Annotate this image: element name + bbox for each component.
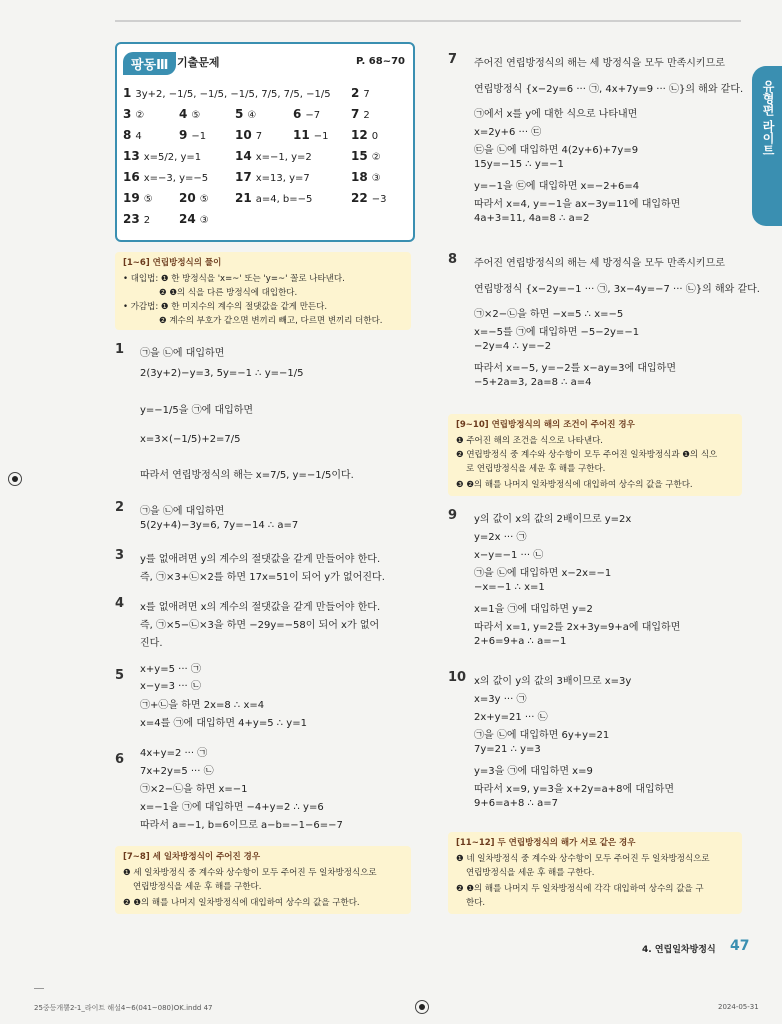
tip-title: [7~8] 세 일차방정식이 주어진 경우 (123, 852, 261, 862)
tip-box-1 (115, 252, 411, 330)
answer-cell (351, 86, 370, 100)
answer-value: a=4, b=−5 (255, 194, 313, 205)
solution-line: ㉠×2−㉡을 하면 x=−1 (140, 784, 248, 795)
problem-number: 2 (115, 500, 125, 515)
solution-line: 2(3y+2)−y=3, 5y=−1 ∴ y=−1/5 (140, 368, 304, 379)
answer-cell (235, 107, 256, 121)
tip-line: 연립방정식을 세운 후 해를 구한다. (133, 882, 262, 892)
solution-line: y=2x ··· ㉠ (474, 532, 527, 543)
solution-line: x를 없애려면 x의 계수의 절댓값을 같게 만들어야 한다. (140, 602, 381, 613)
answer-number: 6 (293, 107, 302, 121)
solution-line: 즉, ㉠×3+㉡×2를 하면 17x=51이 되어 y가 없어진다. (140, 572, 385, 583)
answer-number: 21 (235, 191, 252, 205)
problem-number: 5 (115, 668, 125, 683)
problem-number: 9 (448, 508, 458, 523)
answer-number: 18 (351, 170, 368, 184)
solution-line: x=1을 ㉠에 대입하면 y=2 (474, 604, 593, 615)
answer-value: ② (135, 110, 145, 121)
answer-number: 5 (235, 107, 244, 121)
section-badge: 팡동Ⅲ (123, 52, 176, 75)
problem-number: 8 (448, 252, 458, 267)
solution-line: x=3×(−1/5)+2=7/5 (140, 434, 241, 445)
answer-number: 14 (235, 149, 252, 163)
solution-line: x=3y ··· ㉠ (474, 694, 527, 705)
solution-line: 7x+2y=5 ··· ㉡ (140, 766, 214, 777)
problem-number: 10 (448, 670, 467, 685)
answer-value: 0 (371, 131, 379, 142)
tip-line: ❷ ❶의 해를 나머지 일차방정식에 대입하여 상수의 값을 구한다. (123, 898, 360, 908)
answer-cell (351, 191, 386, 205)
tip-line: ❶ 세 일차방정식 중 계수와 상수항이 모두 주어진 두 일차방정식으로 (123, 868, 377, 878)
answer-cell (179, 128, 206, 142)
answer-value: 7 (363, 89, 370, 100)
answer-row (123, 86, 409, 107)
answer-row (123, 191, 409, 212)
page-range: P. 68~70 (356, 56, 405, 67)
registration-mark-icon (8, 472, 22, 486)
answer-cell (123, 86, 331, 100)
answer-row (123, 212, 409, 233)
solution-line: 주어진 연립방정식의 해는 세 방정식을 모두 만족시키므로 (474, 58, 725, 69)
problem-number: 7 (448, 52, 458, 67)
file-name: 25중등개뿔2-1_라이트 해설4~6(041~080)OK.indd 47 (34, 1004, 213, 1012)
answer-value: −1 (191, 131, 207, 142)
answer-value: 7 (255, 131, 263, 142)
page-number: 47 (730, 938, 750, 954)
solution-line: ㉠에서 x를 y에 대한 식으로 나타내면 (474, 109, 638, 120)
answer-number: 15 (351, 149, 368, 163)
crop-mark (34, 988, 44, 989)
answer-cell (351, 170, 381, 184)
problem-number: 3 (115, 548, 125, 563)
answer-number: 19 (123, 191, 140, 205)
answer-cell (123, 107, 144, 121)
answer-value: −3 (371, 194, 387, 205)
tip-title: [1~6] 연립방정식의 풀이 (123, 258, 222, 268)
solution-line: −2y=4 ∴ y=−2 (474, 341, 552, 352)
tip-title: [9~10] 연립방정식의 해의 조건이 주어진 경우 (456, 420, 635, 430)
answer-cell (235, 149, 312, 163)
tip-box-3 (448, 414, 742, 496)
solution-line: ㉠×2−㉡을 하면 −x=5 ∴ x=−5 (474, 309, 624, 320)
answer-cell (351, 107, 370, 121)
solution-line: ㉠을 ㉡에 대입하면 (140, 506, 225, 517)
solution-line: 연립방정식 {x−2y=−1 ··· ㉠, 3x−4y=−7 ··· ㉡}의 해와 같다. (474, 284, 760, 295)
answer-value: −7 (305, 110, 321, 121)
solution-line: −x=−1 ∴ x=1 (474, 582, 545, 593)
solution-line: 따라서 a=−1, b=6이므로 a−b=−1−6=−7 (140, 820, 343, 831)
solution-line: 따라서 x=1, y=2를 2x+3y=9+a에 대입하면 (474, 622, 681, 633)
answer-number: 11 (293, 128, 310, 142)
answer-number: 10 (235, 128, 252, 142)
side-tab-label: 유형편 라이트 (761, 80, 775, 157)
solution-line: x=4를 ㉠에 대입하면 4+y=5 ∴ y=1 (140, 718, 307, 729)
answer-number: 17 (235, 170, 252, 184)
solution-line: 9+6=a+8 ∴ a=7 (474, 798, 558, 809)
solution-line: 4a+3=11, 4a=8 ∴ a=2 (474, 213, 590, 224)
answer-number: 24 (179, 212, 196, 226)
solution-line: 진다. (140, 638, 163, 649)
section-label: 기출문제 (177, 56, 220, 69)
answer-value: ⑤ (199, 194, 209, 205)
tip-line: ❷ ❶의 식을 다른 방정식에 대입한다. (159, 288, 298, 298)
solution-line: 따라서 x=−5, y=−2를 x−ay=3에 대입하면 (474, 363, 676, 374)
answer-number: 23 (123, 212, 140, 226)
side-tab (752, 66, 782, 226)
solution-line: 따라서 x=9, y=3을 x+2y=a+8에 대입하면 (474, 784, 674, 795)
answer-number: 13 (123, 149, 140, 163)
answer-number: 9 (179, 128, 188, 142)
answer-cell (123, 170, 208, 184)
solution-line: y의 값이 x의 값의 2배이므로 y=2x (474, 514, 632, 525)
answer-number: 16 (123, 170, 140, 184)
answer-value: ③ (371, 173, 381, 184)
answer-value: ④ (247, 110, 257, 121)
tip-box-2 (115, 846, 411, 914)
solution-line: y를 없애려면 y의 계수의 절댓값을 같게 만들어야 한다. (140, 554, 381, 565)
solution-line: x−y=3 ··· ㉡ (140, 681, 201, 692)
answer-number: 7 (351, 107, 360, 121)
answer-cell (123, 191, 153, 205)
tip-line: ❷ 연립방정식 중 계수와 상수항이 모두 주어진 일차방정식과 ❶의 식으 (456, 450, 718, 460)
solution-line: ㉠을 ㉡에 대입하면 (140, 348, 225, 359)
answer-cell (123, 149, 201, 163)
solution-line: y=3을 ㉠에 대입하면 x=9 (474, 766, 593, 777)
tip-line: ❶ 네 일차방정식 중 계수와 상수항이 모두 주어진 두 일차방정식으로 (456, 854, 710, 864)
solution-line: 연립방정식 {x−2y=6 ··· ㉠, 4x+7y=9 ··· ㉡}의 해와 같다. (474, 84, 744, 95)
answer-cell (123, 212, 150, 226)
tip-line: • 가감법: ❶ 한 미지수의 계수의 절댓값을 같게 만든다. (123, 302, 328, 312)
solution-line: 4x+y=2 ··· ㉠ (140, 748, 208, 759)
top-rule (115, 20, 741, 22)
solution-line: 따라서 연립방정식의 해는 x=7/5, y=−1/5이다. (140, 470, 354, 481)
answer-value: ② (371, 152, 381, 163)
answer-cell (123, 128, 142, 142)
problem-number: 4 (115, 596, 125, 611)
answer-value: x=13, y=7 (255, 173, 310, 184)
solution-line: x=−1을 ㉠에 대입하면 −4+y=2 ∴ y=6 (140, 802, 324, 813)
answer-number: 4 (179, 107, 188, 121)
tip-line: 연립방정식을 세운 후 해를 구한다. (466, 868, 595, 878)
answer-grid (123, 86, 409, 233)
solution-line: x=−5를 ㉠에 대입하면 −5−2y=−1 (474, 327, 640, 338)
answer-row (123, 107, 409, 128)
answer-value: 2 (363, 110, 370, 121)
answer-number: 22 (351, 191, 368, 205)
solution-line: 7y=21 ∴ y=3 (474, 744, 541, 755)
solution-line: 15y=−15 ∴ y=−1 (474, 159, 564, 170)
solution-line: 주어진 연립방정식의 해는 세 방정식을 모두 만족시키므로 (474, 258, 725, 269)
solution-line: ㉠을 ㉡에 대입하면 6y+y=21 (474, 730, 610, 741)
solution-line: 따라서 x=4, y=−1을 ax−3y=11에 대입하면 (474, 199, 681, 210)
answer-cell (235, 170, 310, 184)
solution-line: 2+6=9+a ∴ a=−1 (474, 636, 567, 647)
problem-number: 1 (115, 342, 125, 357)
solution-line: ㉠을 ㉡에 대입하면 x−2x=−1 (474, 568, 612, 579)
tip-line: 한다. (466, 898, 486, 908)
answer-value: 2 (143, 215, 151, 226)
answer-number: 3 (123, 107, 132, 121)
problem-number: 6 (115, 752, 125, 767)
answer-cell (179, 107, 200, 121)
answer-number: 2 (351, 86, 360, 100)
solution-line: 2x+y=21 ··· ㉡ (474, 712, 548, 723)
answer-row (123, 170, 409, 191)
solution-line: y=−1/5을 ㉠에 대입하면 (140, 405, 254, 416)
answer-value: 4 (135, 131, 142, 142)
answer-number: 20 (179, 191, 196, 205)
answer-cell (293, 128, 328, 142)
solution-line: x−y=−1 ··· ㉡ (474, 550, 544, 561)
answer-cell (351, 128, 378, 142)
answer-box (115, 42, 415, 242)
tip-line: ❷ ❶의 해를 나머지 두 일차방정식에 각각 대입하여 상수의 값을 구 (456, 884, 704, 894)
answer-row (123, 149, 409, 170)
answer-number: 12 (351, 128, 368, 142)
tip-box-4 (448, 832, 742, 914)
answer-value: ⑤ (191, 110, 201, 121)
solution-line: −5+2a=3, 2a=8 ∴ a=4 (474, 377, 592, 388)
answer-number: 1 (123, 86, 132, 100)
tip-line: ❷ 계수의 부호가 같으면 변끼리 빼고, 다르면 변끼리 더한다. (159, 316, 383, 326)
solution-line: ㉢을 ㉡에 대입하면 4(2y+6)+7y=9 (474, 145, 639, 156)
tip-line: • 대입법: ❶ 한 방정식을 'x=~' 또는 'y=~' 꼴로 나타낸다. (123, 274, 345, 284)
answer-value: ⑤ (143, 194, 153, 205)
answer-cell (235, 191, 312, 205)
answer-cell (179, 212, 209, 226)
answer-value: −1 (313, 131, 329, 142)
tip-line: ❶ 주어진 해의 조건을 식으로 나타낸다. (456, 436, 603, 446)
answer-value: x=5/2, y=1 (143, 152, 202, 163)
solution-line: x의 값이 y의 값의 3배이므로 x=3y (474, 676, 632, 687)
tip-line: ❸ ❷의 해를 나머지 일차방정식에 대입하여 상수의 값을 구한다. (456, 480, 693, 490)
tip-title: [11~12] 두 연립방정식의 해가 서로 같은 경우 (456, 838, 636, 848)
chapter-title: 4. 연립일차방정식 (642, 945, 716, 955)
answer-number: 8 (123, 128, 132, 142)
answer-value: ③ (199, 215, 209, 226)
answer-cell (293, 107, 320, 121)
answer-row (123, 128, 409, 149)
print-date: 2024-05-31 (718, 1003, 759, 1011)
answer-cell (351, 149, 381, 163)
solution-line: y=−1을 ㉢에 대입하면 x=−2+6=4 (474, 181, 640, 192)
registration-mark-icon (415, 1000, 429, 1014)
solution-line: x=2y+6 ··· ㉢ (474, 127, 542, 138)
answer-value: 3y+2, −1/5, −1/5, −1/5, 7/5, 7/5, −1/5 (135, 89, 331, 100)
answer-cell (179, 191, 209, 205)
solution-line: x+y=5 ··· ㉠ (140, 664, 201, 675)
solution-line: ㉠+㉡을 하면 2x=8 ∴ x=4 (140, 700, 265, 711)
solution-line: 즉, ㉠×5−㉡×3을 하면 −29y=−58이 되어 x가 없어 (140, 620, 380, 631)
solution-line: 5(2y+4)−3y=6, 7y=−14 ∴ a=7 (140, 520, 299, 531)
answer-cell (235, 128, 262, 142)
tip-line: 로 연립방정식을 세운 후 해를 구한다. (466, 464, 606, 474)
answer-value: x=−1, y=2 (255, 152, 312, 163)
answer-value: x=−3, y=−5 (143, 173, 209, 184)
